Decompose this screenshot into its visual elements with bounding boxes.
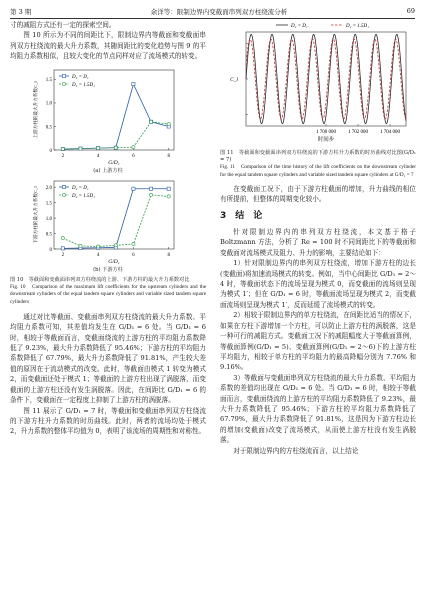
legend-marker [62, 82, 65, 85]
paragraph: 在变截面工况下，由于下游方柱截面的增加，升力曲线的相位有所提前，但整体的周期变化较小。 [220, 184, 416, 204]
page-number: 69 [406, 7, 415, 15]
y-tick-label: 1.5 [45, 77, 52, 83]
fig10b-subcaption: (b) 下游方柱 [93, 266, 123, 273]
y-axis-label: 下游方柱的最大升力系数C_l [33, 186, 38, 244]
paragraph: 对于限制边界内的方柱绕流而言，以上结论 [233, 446, 359, 455]
legend-label: D₂ = D₁ [291, 24, 308, 29]
fig10b-chart [10, 177, 206, 267]
plot-frame [54, 181, 174, 249]
right-column [220, 20, 416, 456]
series-line [246, 39, 406, 119]
data-point [167, 195, 170, 198]
paragraph: 2）相较于限制边界内的单方柱绕流，在间距比适当的情况下，如果在方柱下游增加一个方柱，可以防止上游方柱的涡脱落，这是一种可行的减阻方式。变截面工况下的减阻幅度大于等截面算例，等截面算例(G/D₁ = 5)、变截面算例(G/D₁ = 2～6)下的上游方柱平均阻力，相较于单方柱的平均阻力的最高降幅分别为 7.76% 和 9.16%。 [220, 311, 416, 372]
y-tick-label: 1.5 [45, 201, 52, 207]
x-tick-label: 4 [96, 153, 100, 159]
x-tick-label: 1 702 000 [348, 130, 368, 135]
y-tick-label: 0.5 [45, 124, 52, 130]
paragraph: 通过对比等截面、变截面串列双方柱绕流的最大升力系数、平均阻力系数可知，其差值均发生在 G/D₁ = 6 处。当 G/D₁ = 6 时，相较于等截面而言，变截面绕流的上游方柱的平均阻力系数降低了 9.23%，最大升力系数降低了 95.46%；下游方柱的平均阻力系数降低了 67.79%，最大升力系数降低了 91.81%，产生较大差值的原因在于流动模式的改变。此时，等截面由模式 1 转变为模式 2，而变截面还处于模式 1；等截面的上游方柱出现了涡脱落，而变截面的上游方柱还没有发生涡脱落。因此，在间距比 G/D₁ = 6 的条件下，变截面在一定程度上抑制了上游方柱的涡脱落。 [10, 312, 206, 405]
x-tick-label: 4 [96, 252, 100, 258]
data-point [132, 82, 135, 85]
paragraph: 图 10 所示为不同的间距比下，限制边界内等截面和变截面串列双方柱绕流的最大升力系数，其随间距比的变化趋势与图 9 的平均阻力系数相似，且较大变化的节点同样对应了流场模式的转变。 [10, 31, 206, 61]
page-header [10, 4, 415, 19]
data-point [114, 244, 117, 247]
x-tick-label: 8 [167, 153, 170, 159]
data-point [149, 187, 152, 190]
data-point [97, 245, 100, 248]
fig11-chart [220, 20, 416, 148]
fig11-caption-cn: 图 11 等截面和变截面串列双方柱绕流的下游方柱升力系数的时历曲线对比图(G/D₁ = 7) [220, 150, 416, 164]
x-tick-label: 2 [61, 252, 65, 258]
y-tick-label: 2.0 [45, 185, 52, 191]
fig10-caption-en: Fig. 10 Comparison of the maximum lift coefficients for the upstream cylinders and the downstream cylinders of the equal tandem square cylinders and variable sized tandem square cylinders [10, 284, 206, 305]
data-point [61, 236, 64, 239]
data-point [97, 146, 100, 149]
data-point [79, 244, 82, 247]
paragraph: 寸的减阻方式还有一定的探索空间。 [10, 21, 116, 29]
y-tick-label: 1.0 [45, 216, 52, 222]
y-tick-label: 0 [49, 247, 52, 253]
y-axis-label: C_l [230, 77, 238, 83]
series-line [63, 121, 169, 148]
y-axis-label: 上游方柱的最大升力系数C_l [33, 81, 38, 139]
data-point [114, 146, 117, 149]
fig10a-subcaption: (a) 上游方柱 [93, 167, 123, 174]
section-title: 3 结 论 [220, 210, 263, 221]
series-line [246, 34, 406, 123]
paragraph: 图 11 展示了 G/D₁ = 7 时，等截面和变截面串列双方柱绕流的下游方柱升力系数的时历曲线。此时，两者的流场均处于模式 2，升力系数的整体平均值为 0，表明了该流场的周期性和对称性。 [10, 406, 206, 436]
data-point [149, 193, 152, 196]
legend-label: D₂ = 1.5D₁ [346, 24, 369, 29]
fig10a-chart [10, 64, 206, 168]
x-tick-label: 1 704 000 [380, 130, 400, 135]
data-point [132, 187, 135, 190]
left-column [10, 20, 206, 437]
paragraph: 针对限制边界内的串列双方柱绕流，本文基于格子 Boltzmann 方法，分析了 Re = 100 时不同间距比下的等截面和变截面对流场模式及阻力、升力的影响，主要结论如下： [220, 228, 416, 257]
legend-label: D₂ = 1.5D₁ [72, 193, 95, 199]
data-point [132, 242, 135, 245]
data-point [61, 247, 64, 250]
data-point [61, 147, 64, 150]
x-tick-label: 6 [132, 252, 135, 258]
x-axis-label: G/D₁ [108, 258, 120, 265]
y-tick-label: 1.0 [45, 101, 52, 107]
x-tick-label: 1 700 000 [316, 130, 336, 135]
fig10-caption-cn: 图 10 等截面和变截面串列双方柱绕流的上游、下游方柱的最大升力系数对比 [10, 277, 190, 284]
legend-label: D₂ = D₁ [72, 185, 89, 191]
data-point [79, 147, 82, 150]
legend-marker [62, 193, 65, 196]
legend-marker [62, 185, 65, 188]
issue-number: 第 3 期 [10, 7, 32, 16]
running-title: 余洋等：限制边界内变截面串列双方柱绕流分析 [150, 7, 288, 16]
paragraph: 1）针对限制边界内的串列双方柱绕流，增加下游方柱的边长(变截面)将加速流场模式的转变。例如，当中心间距比 G/D₁ = 2～4 时，等截面状态下的流场呈现为模式 0，而变截面的流场则呈现为模式 1′；但在 G/D₁ = 6 时，等截面流场呈现为模式 2，而变截面流场则呈现为模式 1′，反而延缓了流场模式的转变。 [220, 259, 416, 309]
paragraph: 3）等截面与变截面串列双方柱绕流的最大升力系数、平均阻力系数的差值均出现在 G/D₁ = 6 处。当 G/D₁ = 6 时，相较于等截面而言，变截面绕流的上游方柱的平均阻力系数降低了 9.23%，最大升力系数降低了 95.46%；下游方柱的平均阻力系数降低了 67.79%，最大升力系数降低了 91.81%，这是因为下游方柱边长的增加(变截面)改变了流场模式，从而使上游方柱没有发生涡脱落。 [220, 373, 416, 445]
plot-frame [246, 32, 406, 126]
x-tick-label: 8 [167, 252, 170, 258]
legend-marker [62, 74, 65, 77]
x-axis-label: 时间步 [317, 137, 335, 143]
fig11-caption-en: Fig. 11 Comparison of the time history of the lift coefficients on the downstream cylinder for the equal tandem square cylinders and variable sized tandem square cylinders at G/D₁ = 7 [220, 164, 416, 178]
series-line [63, 195, 169, 247]
series-line [63, 84, 169, 149]
y-tick-label: 0 [49, 148, 52, 154]
data-point [167, 122, 170, 125]
data-point [149, 120, 152, 123]
x-axis-label: G/D₁ [108, 159, 120, 166]
y-tick-label: 0.5 [45, 232, 52, 238]
x-tick-label: 6 [132, 153, 135, 159]
x-tick-label: 2 [61, 153, 65, 159]
data-point [132, 145, 135, 148]
legend-label: D₂ = 1.5D₁ [72, 82, 95, 88]
legend-label: D₂ = D₁ [72, 74, 89, 80]
data-point [167, 187, 170, 190]
